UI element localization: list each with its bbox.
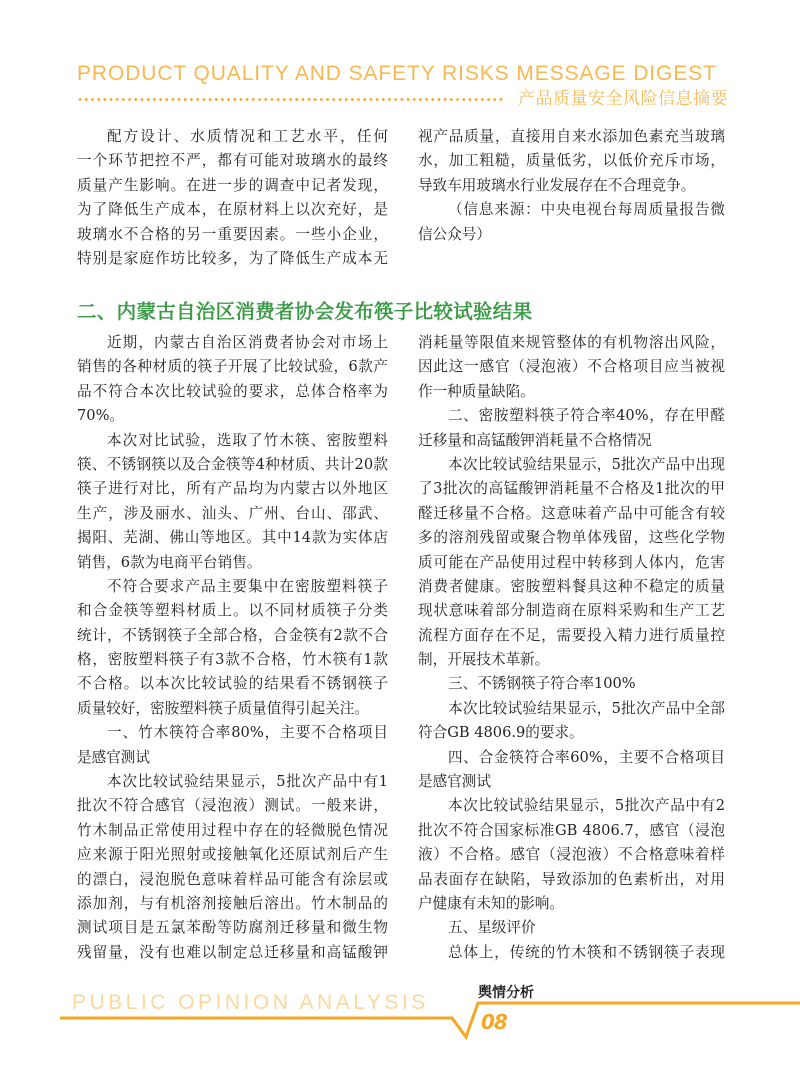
text-line: 不符合要求产品主要集中在密胺塑料筷子 [107, 577, 388, 595]
text-line: 水，加工粗糙，质量低劣，以低价充斥市场， [418, 152, 725, 170]
text-line: 作一种质量缺陷。 [418, 382, 535, 400]
paragraph [77, 770, 388, 965]
paragraph [418, 941, 725, 965]
paragraph [77, 125, 388, 271]
paragraph [77, 721, 388, 770]
header-dotted-divider [77, 98, 505, 101]
text-line: 导致车用玻璃水行业发展存在不合理竞争。 [418, 176, 696, 194]
text-line: 本次对比试验，选取了竹木筷、密胺塑料 [107, 431, 388, 449]
section-heading: 二、内蒙古自治区消费者协会发布筷子比较试验结果 [77, 300, 533, 323]
text-line: 不合格。以本次比较试验的结果看不锈钢筷子 [77, 675, 388, 693]
text-line: 近期，内蒙古自治区消费者协会对市场上 [107, 334, 388, 351]
text-line: 统计，不锈钢筷子全部合格，合金筷有2款不合 [77, 626, 388, 644]
text-line: 批次不符合国家标准GB 4806.7，感官（浸泡 [418, 821, 725, 839]
header-title-en: PRODUCT QUALITY AND SAFETY RISKS MESSAGE DIGEST [77, 62, 717, 85]
paragraph [77, 429, 388, 575]
text-line: 和合金筷等塑料材质上。以不同材质筷子分类 [77, 602, 388, 620]
text-line: 因此这一感官（浸泡液）不合格项目应当被视 [418, 358, 725, 376]
text-line: 消耗量等限值来规管整体的有机物溶出风险， [418, 334, 725, 351]
text-line: 本次比较试验结果显示，5批次产品中有2 [448, 797, 725, 815]
text-line: 质可能在产品使用过程中转移到人体内，危害 [418, 553, 725, 571]
text-line: 为了降低生产成本，在原材料上以次充好，是 [77, 201, 388, 219]
footer-section-label: 舆情分析 [478, 985, 534, 1001]
footer-rule [0, 995, 800, 1045]
text-line: 视产品质量，直接用自来水添加色素充当玻璃 [418, 128, 725, 145]
top-left-column [77, 125, 388, 271]
text-line: 户健康有未知的影响。 [418, 894, 564, 912]
section-left-column [77, 331, 388, 965]
paragraph [418, 672, 725, 696]
text-line: 配方设计、水质情况和工艺水平，任何 [107, 128, 388, 145]
text-line: 一个环节把控不严，都有可能对玻璃水的最终 [77, 152, 388, 170]
text-line: 揭阳、芜湖、佛山等地区。其中14款为实体店 [77, 529, 388, 547]
paragraph [77, 331, 388, 429]
text-line: 消费者健康。密胺塑料餐具这种不稳定的质量 [418, 577, 725, 595]
text-line: 筷子进行对比，所有产品均为内蒙古以外地区 [77, 480, 388, 498]
text-line: 流程方面存在不足，需要投入精力进行质量控 [418, 626, 725, 644]
text-line: 应来源于阳光照射或接触氧化还原试剂后产生 [77, 846, 388, 864]
top-right-column [418, 125, 725, 247]
text-line: 质量产生影响。在进一步的调查中记者发现， [77, 176, 388, 194]
text-line: 玻璃水不合格的另一重要因素。一些小企业， [77, 225, 388, 243]
footer-title-en: PUBLIC OPINION ANALYSIS [72, 991, 429, 1014]
text-line: 本次比较试验结果显示，5批次产品中全部 [448, 699, 725, 717]
header-title-cn: 产品质量安全风险信息摘要 [518, 89, 728, 109]
text-line: 醛迁移量不合格。这意味着产品中可能含有较 [418, 504, 725, 522]
text-line: 总体上，传统的竹木筷和不锈钢筷子表现 [448, 943, 725, 961]
text-line: 批次不符合感官（浸泡液）测试。一般来讲， [77, 797, 388, 815]
text-line: 本次比较试验结果显示，5批次产品中有1 [107, 773, 388, 791]
text-line: 二、密胺塑料筷子符合率40%，存在甲醛 [448, 407, 725, 425]
text-line: 的漂白，浸泡脱色意味着样品可能含有涂层或 [77, 870, 388, 888]
paragraph [418, 331, 725, 404]
paragraph [418, 746, 725, 795]
text-line: 添加剂，与有机溶剂接触后溶出。竹木制品的 [77, 894, 388, 912]
text-line: 迁移量和高锰酸钾消耗量不合格情况 [418, 431, 652, 449]
text-line: 生产，涉及丽水、汕头、广州、台山、邵武、 [77, 504, 388, 522]
text-line: （信息来源：中央电视台每周质量报告微 [448, 201, 725, 219]
text-line: 制，开展技术革新。 [418, 651, 550, 669]
text-line: 五、星级评价 [448, 919, 536, 937]
text-line: 销售的各种材质的筷子开展了比较试验，6款产 [77, 358, 388, 376]
paragraph [418, 404, 725, 453]
text-line: 了3批次的高锰酸钾消耗量不合格及1批次的甲 [418, 480, 725, 498]
text-line: 四、合金筷符合率60%，主要不合格项目 [448, 748, 725, 766]
text-line: 信公众号） [418, 225, 491, 243]
text-line: 三、不锈钢筷子符合率100% [448, 675, 636, 693]
text-line: 多的溶剂残留或聚合物单体残留，这些化学物 [418, 529, 725, 547]
text-line: 本次比较试验结果显示，5批次产品中出现 [448, 455, 725, 473]
text-line: 质量较好，密胺塑料筷子质量值得引起关注。 [77, 699, 369, 717]
paragraph [418, 198, 725, 247]
text-line: 品不符合本次比较试验的要求，总体合格率为 [77, 382, 388, 400]
text-line: 竹木制品正常使用过程中存在的轻微脱色情况 [77, 821, 388, 839]
text-line: 特别是家庭作坊比较多，为了降低生产成本无 [77, 249, 388, 267]
paragraph [418, 916, 725, 940]
text-line: 一、竹木筷符合率80%，主要不合格项目 [107, 724, 388, 742]
text-line: 70%。 [77, 407, 125, 425]
paragraph [77, 575, 388, 721]
text-line: 是感官测试 [77, 748, 150, 766]
paragraph [418, 453, 725, 673]
paragraph [418, 125, 725, 198]
text-line: 符合GB 4806.9的要求。 [418, 724, 584, 742]
text-line: 测试项目是五氯苯酚等防腐剂迁移量和微生物 [77, 919, 388, 937]
section-right-column [418, 331, 725, 965]
text-line: 现状意味着部分制造商在原料采购和生产工艺 [418, 602, 725, 620]
paragraph [418, 794, 725, 916]
text-line: 筷、不锈钢筷以及合金筷等4种材质、共计20款 [77, 455, 388, 473]
text-line: 格，密胺塑料筷子有3款不合格，竹木筷有1款 [77, 651, 388, 669]
page-number: 08 [481, 1010, 507, 1034]
text-line: 液）不合格。感官（浸泡液）不合格意味着样 [418, 846, 725, 864]
text-line: 销售，6款为电商平台销售。 [77, 553, 262, 571]
text-line: 品表面存在缺陷，导致添加的色素析出，对用 [418, 870, 725, 888]
text-line: 是感官测试 [418, 773, 491, 791]
paragraph [418, 697, 725, 746]
text-line: 残留量，没有也难以制定总迁移量和高锰酸钾 [77, 943, 388, 961]
